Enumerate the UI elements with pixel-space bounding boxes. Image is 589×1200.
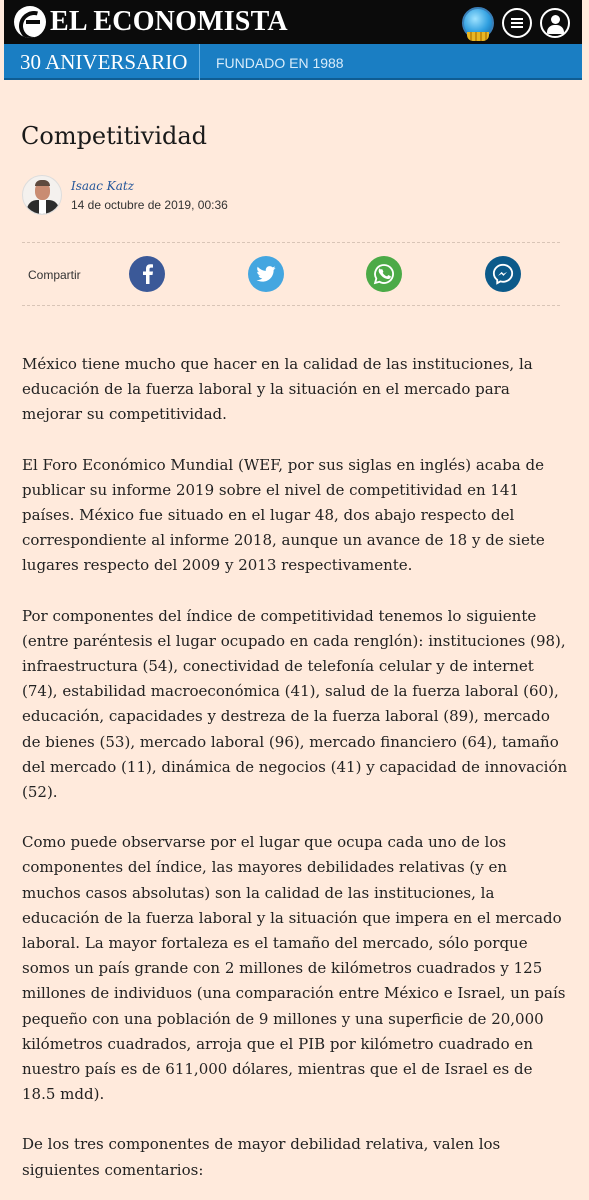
whatsapp-icon [373, 263, 395, 285]
menu-icon [511, 18, 523, 20]
share-whatsapp-button[interactable] [366, 256, 402, 292]
globe-icon[interactable] [462, 7, 494, 39]
anniversary-banner[interactable] [4, 44, 582, 80]
article-body [22, 352, 570, 1200]
share-label: Compartir [28, 268, 81, 282]
paragraph: Como puede observarse por el lugar que ocupa cada uno de los componentes del índice, las mayores debilidades relativas (y en muchos casos absolutas) son la calidad de las instituciones, la educación de la fuerza laboral y la situación que impera en el mercado laboral. La mayor fortaleza es el tamaño del mercado, sólo porque somos un país grande con 2 millones de kilómetros cuadrados y 125 millones de individuos (una comparación entre México e Israel, un país pequeño con una población de 9 millones y una superficie de 20,000 kilómetros cuadrados, arroja que el PIB por kilómetro cuadrado en nuestro país es de 611,000 dólares, mientras que el de Israel es de 18.5 mdd). [22, 833, 566, 1104]
menu-button[interactable] [502, 8, 532, 38]
divider [22, 305, 560, 306]
site-header [4, 0, 582, 44]
facebook-icon [139, 264, 155, 284]
logo-icon[interactable] [14, 6, 46, 38]
share-messenger-button[interactable] [485, 256, 521, 292]
share-facebook-button[interactable] [129, 256, 165, 292]
author-name-link[interactable]: Isaac Katz [71, 179, 135, 193]
author-avatar[interactable] [22, 175, 62, 215]
paragraph: De los tres componentes de mayor debilidad relativa, valen los siguientes comentarios: [22, 1135, 501, 1179]
user-button[interactable] [540, 8, 570, 38]
paragraph: El Foro Económico Mundial (WEF, por sus siglas en inglés) acaba de publicar su informe 2019 sobre el nivel de competitividad en 141 países. México fue situado en el lugar 48, dos abajo respecto del correspondiente al informe 2018, aunque un avance de 18 y de siete lugares respecto del 2009 y 2013 respectivamente. [22, 455, 545, 575]
site-logo-text[interactable]: EL ECONOMISTA [50, 6, 288, 37]
paragraph: México tiene mucho que hacer en la calidad de las instituciones, la educación de la fuerza laboral y la situación en el mercado para mejorar su competitividad. [22, 355, 533, 424]
article-title: Competitividad [21, 122, 208, 150]
twitter-icon [256, 266, 276, 282]
founded-label: FUNDADO EN 1988 [216, 55, 344, 71]
user-icon [551, 15, 560, 24]
paragraph: Por componentes del índice de competitividad tenemos lo siguiente (entre paréntesis el lugar ocupado en cada renglón): instituciones (98), infraestructura (54), conectividad de telefonía celular y de internet (74), estabilidad macroeconómica (41), salud de la fuerza laboral (60), educación, capacidades y destreza de la fuerza laboral (89), mercado de bienes (53), mercado laboral (96), mercado financiero (64), tamaño del mercado (11), dinámica de negocios (41) y capacidad de innovación (52). [22, 606, 568, 802]
banner-divider [199, 44, 200, 80]
publish-date: 14 de octubre de 2019, 00:36 [71, 198, 228, 212]
messenger-icon [492, 263, 514, 285]
share-twitter-button[interactable] [248, 256, 284, 292]
divider [22, 242, 560, 243]
anniversary-label: 30 ANIVERSARIO [20, 50, 188, 74]
